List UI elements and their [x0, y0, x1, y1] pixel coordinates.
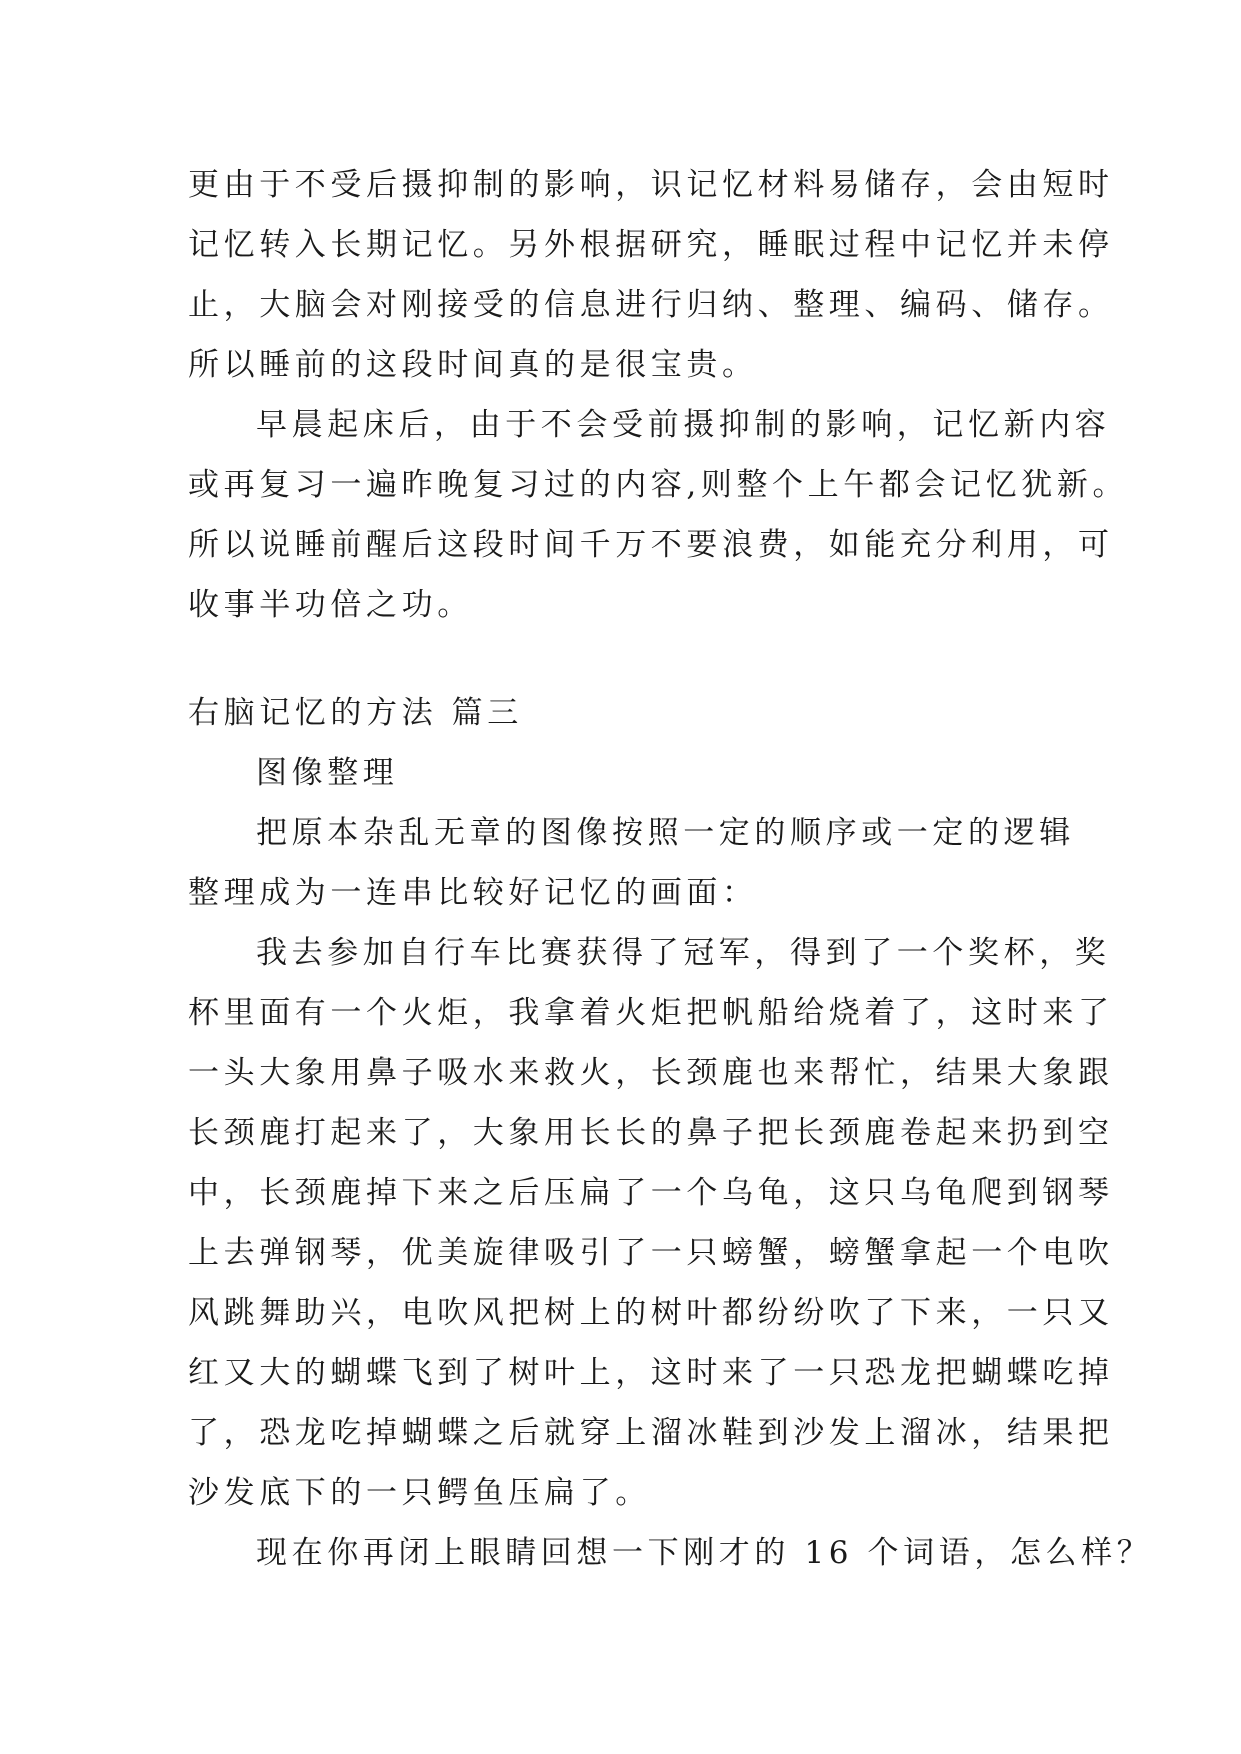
text-line: 红又大的蝴蝶飞到了树叶上，这时来了一只恐龙把蝴蝶吃掉 [188, 1355, 1114, 1391]
paragraph-start-line: 把原本杂乱无章的图像按照一定的顺序或一定的逻辑 [256, 815, 1075, 851]
text-line: 止，大脑会对刚接受的信息进行归纳、整理、编码、储存。 [188, 287, 1114, 323]
text-line: 记忆转入长期记忆。另外根据研究，睡眠过程中记忆并未停 [188, 227, 1114, 263]
text-line: 或再复习一遍昨晚复习过的内容,则整个上午都会记忆犹新。 [188, 467, 1129, 503]
paragraph-start-line: 我去参加自行车比赛获得了冠军，得到了一个奖杯，奖 [256, 935, 1111, 971]
section-heading: 右脑记忆的方法 篇三 [188, 695, 523, 731]
text-line: 所以说睡前醒后这段时间千万不要浪费，如能充分利用，可 [188, 527, 1114, 563]
text-line: 一头大象用鼻子吸水来救火，长颈鹿也来帮忙，结果大象跟 [188, 1055, 1114, 1091]
paragraph-start-line: 现在你再闭上眼睛回想一下刚才的 16 个词语，怎么样？ [256, 1535, 1153, 1571]
text-line: 中，长颈鹿掉下来之后压扁了一个乌龟，这只乌龟爬到钢琴 [188, 1175, 1114, 1211]
text-line: 所以睡前的这段时间真的是很宝贵。 [188, 347, 758, 383]
text-line: 了，恐龙吃掉蝴蝶之后就穿上溜冰鞋到沙发上溜冰，结果把 [188, 1415, 1114, 1451]
text-line: 更由于不受后摄抑制的影响，识记忆材料易储存，会由短时 [188, 167, 1114, 203]
text-line: 沙发底下的一只鳄鱼压扁了。 [188, 1475, 651, 1511]
text-line: 整理成为一连串比较好记忆的画面： [188, 875, 758, 911]
text-line: 上去弹钢琴，优美旋律吸引了一只螃蟹，螃蟹拿起一个电吹 [188, 1235, 1114, 1271]
subheading: 图像整理 [256, 755, 399, 791]
text-line: 杯里面有一个火炬，我拿着火炬把帆船给烧着了，这时来了 [188, 995, 1114, 1031]
text-line: 收事半功倍之功。 [188, 587, 473, 623]
paragraph-start-line: 早晨起床后，由于不会受前摄抑制的影响，记忆新内容 [256, 407, 1111, 443]
text-line: 风跳舞助兴，电吹风把树上的树叶都纷纷吹了下来，一只又 [188, 1295, 1114, 1331]
text-line: 长颈鹿打起来了，大象用长长的鼻子把长颈鹿卷起来扔到空 [188, 1115, 1114, 1151]
